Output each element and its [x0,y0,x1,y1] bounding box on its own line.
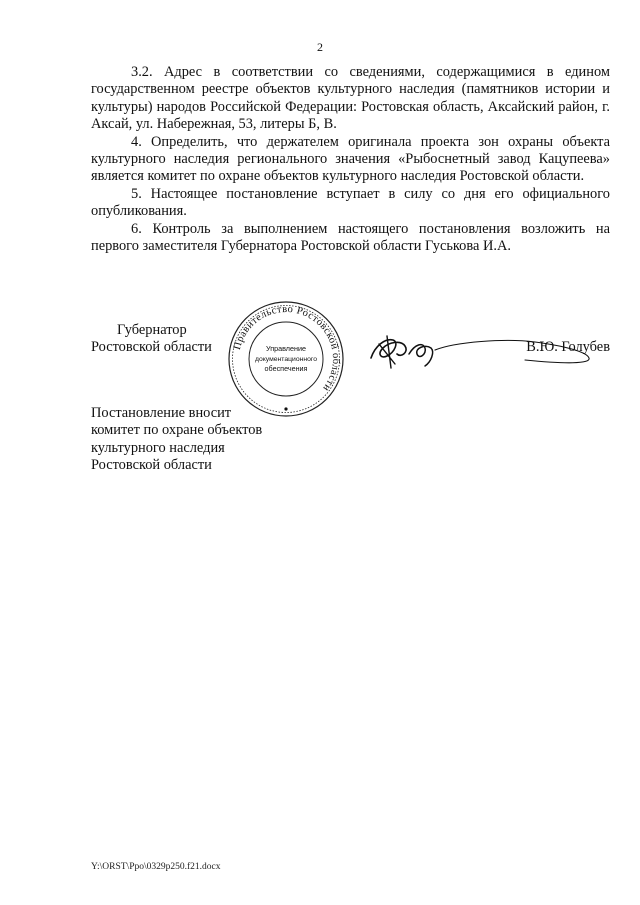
page-number: 2 [317,40,323,54]
signer-title-line1: Губернатор [117,322,187,338]
official-seal [227,300,345,418]
paragraph-5: 5. Настоящее постановление вступает в силу со дня его официального опубликования. [91,185,610,220]
footer-file-path: Y:\ORST\Ppo\0329p250.f21.docx [91,862,221,872]
seal-outer-text: Правительство Ростовской области [231,303,342,394]
submission-note [91,405,262,475]
signature-block [91,300,610,420]
note-line: комитет по охране объектов [91,422,263,439]
signer-title-line2: Ростовской области [91,339,212,356]
note-line: культурного наследия [91,439,225,456]
seal-inner-line3: обеспечения [264,364,308,373]
signer-title [91,322,212,357]
paragraph-6: 6. Контроль за выполнением настоящего постановления возложить на первого заместителя Губернатора Ростовской области Гуськова И.А. [91,220,610,255]
seal-inner-line1: Управление [266,344,306,353]
note-line: Постановление вносит [91,405,232,421]
document-body [91,64,610,255]
signer-name: В.Ю. Голубев [526,339,610,355]
paragraph-4: 4. Определить, что держателем оригинала проекта зон охраны объекта культурного наследия регионального значения «Рыбоснетный завод Кацупеева» является комитет по охране объектов культурного наследия Ростовской области. [91,133,610,185]
paragraph-3-2: 3.2. Адрес в соответствии со сведениями, содержащимися в едином государственном реестре объектов культурного наследия (памятников истории и культуры) народов Российской Федерации: Ростовская область, Аксайский район, г. Аксай, ул. Набережная, 53, литеры Б, В. [91,64,610,133]
note-line: Ростовской области [91,457,212,474]
seal-inner-line2: документационного [254,356,318,363]
